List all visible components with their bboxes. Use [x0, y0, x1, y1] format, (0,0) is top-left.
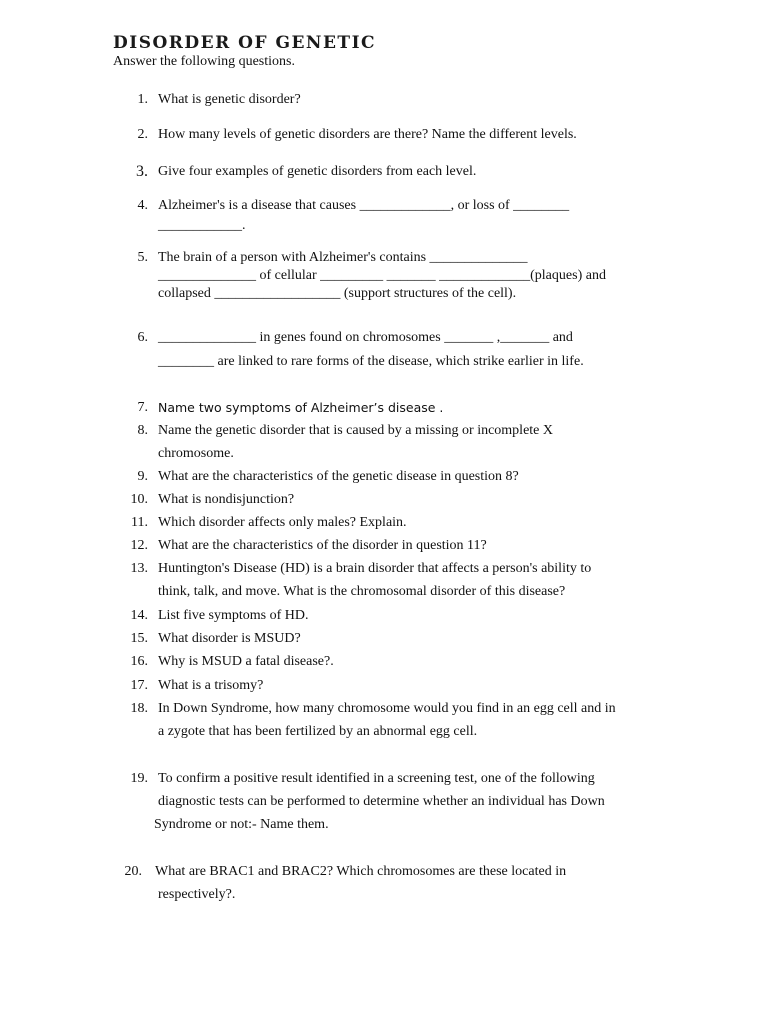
- question-number: 3.: [136, 163, 148, 180]
- question-text: What are the characteristics of the genetic disease in question 8?: [158, 469, 519, 484]
- question-text: Name two symptoms of Alzheimer’s disease .: [158, 400, 444, 415]
- question-number: 16.: [130, 654, 148, 669]
- question-number: 1.: [137, 92, 148, 107]
- question-number: 8.: [137, 423, 148, 438]
- question-text: Which disorder affects only males? Explain.: [158, 515, 407, 530]
- question-text: What is nondisjunction?: [158, 492, 295, 507]
- question-text: In Down Syndrome, how many chromosome would you find in an egg cell and in: [158, 701, 616, 716]
- question-text: Give four examples of genetic disorders from each level.: [158, 164, 477, 179]
- question-text: What are the characteristics of the disorder in question 11?: [158, 538, 487, 553]
- question-number: 20.: [124, 864, 142, 879]
- question-text: What are BRAC1 and BRAC2? Which chromosomes are these located in: [155, 864, 567, 879]
- question-number: 2.: [137, 127, 148, 142]
- question-number: 5.: [137, 250, 148, 265]
- question-text: Huntington's Disease (HD) is a brain disorder that affects a person's ability to: [158, 561, 592, 576]
- question-text: ______________ of cellular _________ _______ _____________(plaques) and: [158, 268, 606, 283]
- question-text: Alzheimer's is a disease that causes _____________, or loss of ________: [158, 198, 570, 213]
- question-text: ____________.: [158, 218, 246, 233]
- question-text: How many levels of genetic disorders are there? Name the different levels.: [158, 127, 577, 142]
- question-number: 9.: [137, 469, 148, 484]
- question-text: What disorder is MSUD?: [158, 631, 301, 646]
- question-text: Name the genetic disorder that is caused by a missing or incomplete X: [158, 423, 554, 438]
- question-number: 11.: [131, 515, 148, 530]
- question-text: a zygote that has been fertilized by an abnormal egg cell.: [158, 724, 478, 739]
- question-text: To confirm a positive result identified in a screening test, one of the following: [158, 771, 595, 786]
- question-text: What is a trisomy?: [158, 678, 264, 693]
- page-title: DISORDER OF GENETIC: [113, 33, 377, 53]
- question-text: ______________ in genes found on chromosomes _______ ,_______ and: [158, 330, 573, 345]
- question-number: 10.: [130, 492, 148, 507]
- question-number: 17.: [130, 678, 148, 693]
- question-text: Syndrome or not:- Name them.: [154, 817, 329, 832]
- question-text: collapsed __________________ (support structures of the cell).: [158, 286, 517, 301]
- question-number: 19.: [130, 771, 148, 786]
- question-text: think, talk, and move. What is the chromosomal disorder of this disease?: [158, 584, 566, 599]
- question-text: chromosome.: [158, 446, 234, 461]
- question-text: ________ are linked to rare forms of the disease, which strike earlier in life.: [158, 354, 584, 369]
- question-number: 15.: [130, 631, 148, 646]
- question-text: Why is MSUD a fatal disease?.: [158, 654, 334, 669]
- question-text: What is genetic disorder?: [158, 92, 301, 107]
- question-number: 12.: [130, 538, 148, 553]
- question-text: The brain of a person with Alzheimer's contains ______________: [158, 250, 528, 265]
- question-number: 18.: [130, 701, 148, 716]
- question-number: 13.: [130, 561, 148, 576]
- instructions: Answer the following questions.: [113, 54, 295, 69]
- question-number: 4.: [137, 198, 148, 213]
- question-text: diagnostic tests can be performed to determine whether an individual has Down: [158, 794, 605, 809]
- question-number: 14.: [130, 608, 148, 623]
- question-number: 7.: [137, 400, 148, 415]
- question-text: respectively?.: [158, 887, 236, 902]
- question-number: 6.: [137, 330, 148, 345]
- question-text: List five symptoms of HD.: [158, 608, 309, 623]
